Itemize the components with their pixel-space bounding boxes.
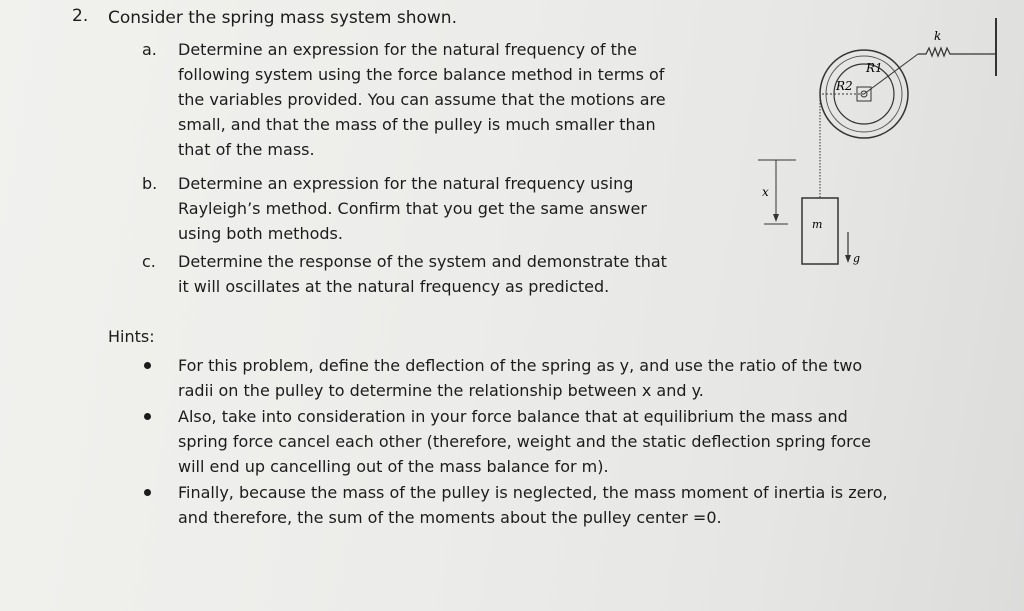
mass-block [802, 198, 838, 264]
hint-item [178, 353, 898, 403]
part-label: b. [142, 174, 158, 193]
hint-line: and therefore, the sum of the moments about the pulley center =0. [178, 508, 722, 527]
part-line: small, and that the mass of the pulley is much smaller than [178, 115, 656, 134]
part-label: c. [142, 252, 156, 271]
hint-line: Finally, because the mass of the pulley is neglected, the mass moment of inertia is zero, [178, 483, 888, 502]
hint-line: will end up cancelling out of the mass balance for m). [178, 457, 609, 476]
part-label: a. [142, 40, 157, 59]
x-label: x [762, 185, 769, 199]
bullet-icon [144, 489, 151, 496]
part-line: the variables provided. You can assume that the motions are [178, 90, 666, 109]
part-line: Determine the response of the system and demonstrate that [178, 252, 667, 271]
hint-item [178, 404, 898, 479]
r2-label: R2 [836, 79, 853, 93]
question-number: 2. [72, 6, 89, 26]
spring-pulley-diagram [740, 10, 1020, 285]
hint-item [178, 480, 898, 530]
part-line: that of the mass. [178, 140, 315, 159]
part-line: following system using the force balance method in terms of [178, 65, 665, 84]
part-line: Rayleigh’s method. Confirm that you get the same answer [178, 199, 647, 218]
part-c [142, 249, 667, 299]
m-label: m [812, 218, 823, 231]
part-line: Determine an expression for the natural frequency using [178, 174, 634, 193]
x-arrow-head [773, 214, 779, 222]
part-b [142, 171, 647, 246]
bullet-icon [144, 413, 151, 420]
hint-line: spring force cancel each other (therefore, weight and the static deflection spring force [178, 432, 872, 451]
hint-line: Also, take into consideration in your force balance that at equilibrium the mass and [178, 407, 848, 426]
r1-label: R1 [866, 61, 883, 75]
hint-line: For this problem, define the deflection of the spring as y, and use the ratio of the two [178, 356, 863, 375]
part-line: Determine an expression for the natural frequency of the [178, 40, 637, 59]
part-line: it will oscillates at the natural frequency as predicted. [178, 277, 610, 296]
g-label: g [853, 252, 861, 265]
g-arrow-head [845, 255, 851, 263]
part-line: using both methods. [178, 224, 343, 243]
k-label: k [934, 29, 942, 43]
hint-line: radii on the pulley to determine the relationship between x and y. [178, 381, 704, 400]
part-a [142, 37, 666, 162]
hints-title: Hints: [108, 327, 155, 346]
question-title: Consider the spring mass system shown. [108, 8, 457, 28]
bullet-icon [144, 362, 151, 369]
spring-icon [918, 48, 996, 56]
